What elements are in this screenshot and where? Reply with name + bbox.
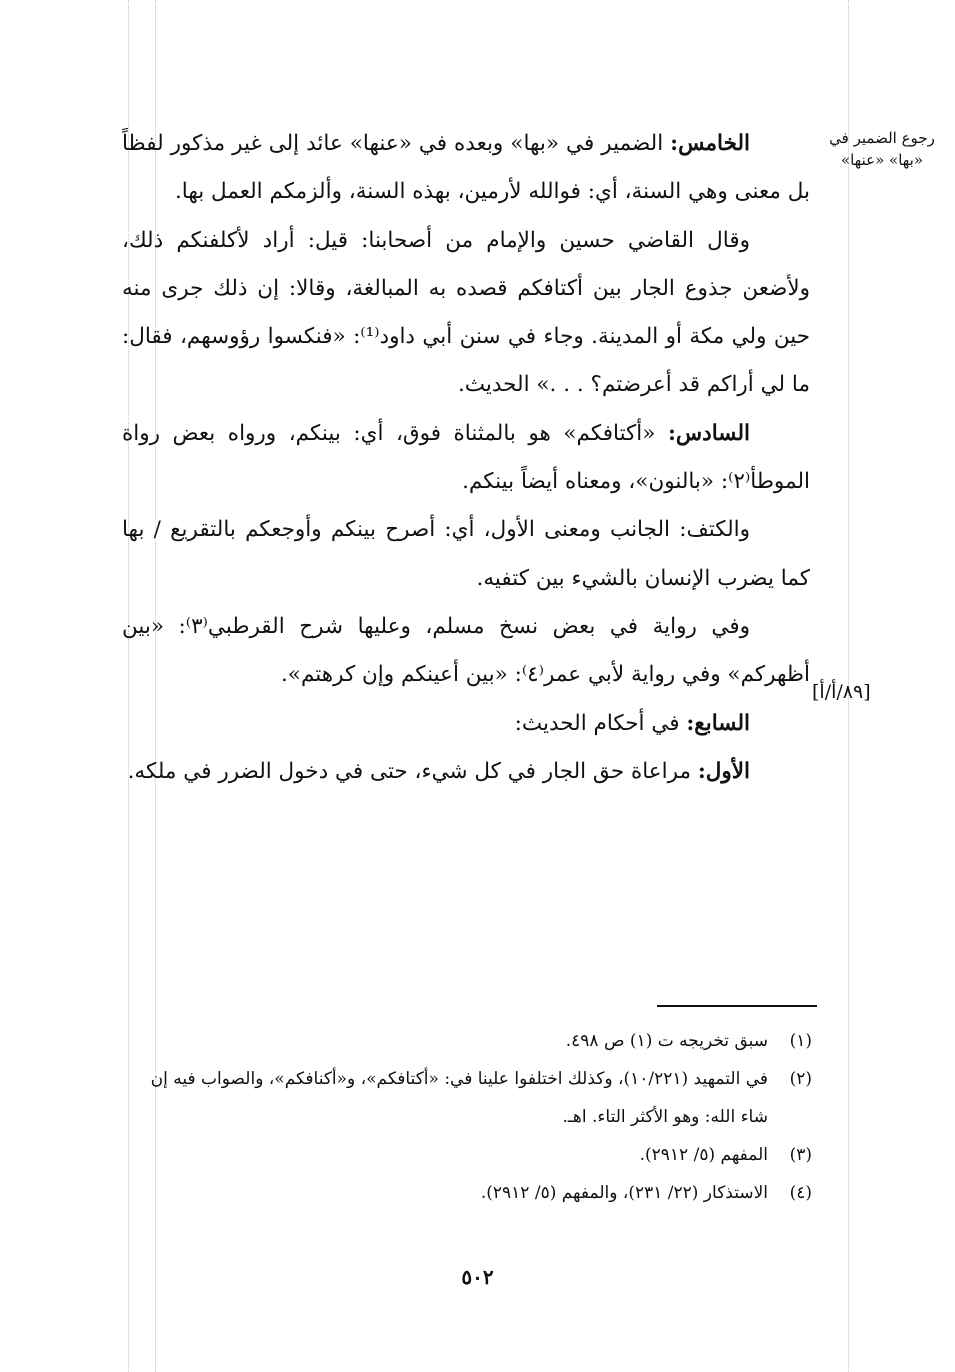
footnote-text: الاستذكار (٢٢/ ٢٣١)، والمفهم (٥/ ٢٩١٢).	[480, 1183, 768, 1203]
paragraph-heading: السادس:	[667, 420, 750, 446]
footnote	[122, 1022, 812, 1060]
footnote-number: (٤)	[789, 1183, 812, 1203]
footnote-number: (٢)	[789, 1069, 812, 1089]
footnote	[122, 1060, 812, 1136]
paragraph	[122, 603, 810, 700]
main-text	[122, 120, 810, 796]
paragraph-heading: السابع:	[686, 710, 750, 736]
page-number: ٥٠٢	[461, 1265, 494, 1289]
paragraph-text: وقال القاضي حسين والإمام من أصحابنا: قيل: أراد لأكلفنكم ذلك، ولأضعن جذوع الجار بين أكتافكم قصده به المبالغة، وقالا: إن ذلك جرى منه حين ولي مكة أو المدينة. وجاء في سنن أبي داود⁽¹⁾: «فنكسوا رؤوسهم، فقال: ما لي أراكم قد أعرضتم؟ . . .» الحديث.	[122, 227, 810, 398]
paragraph-text: الضمير في «بها» وبعده في «عنها» عائد إلى غير مذكور لفظاً بل معنى وهي السنة، أي: فوالله لأرمين، بهذه السنة، وألزمكم العمل بها.	[122, 131, 810, 205]
paragraph	[122, 120, 810, 217]
paragraph-text: والكتف: الجانب ومعنى الأول، أي: أصرح بينكم وأوجعكم بالتقريع / بها كما يضرب الإنسان بالشيء بين كتفيه.	[122, 517, 810, 591]
footnote-text: في التمهيد (١٠/٢٢١)، وكذلك اختلفوا علينا في: «أكتافكم»، و«أكنافكم»، والصواب فيه إن شاء الله: وهو الأكثر التاء. اهـ.	[150, 1069, 768, 1127]
paragraph	[122, 410, 810, 507]
paragraph	[122, 748, 810, 796]
folio-reference: [٨٩/أ/أ]	[812, 681, 871, 703]
paragraph-text: «أكتافكم» هو بالمثناة فوق، أي: بينكم، ورواه بعض رواة الموطأ⁽٢⁾: «بالنون»، ومعناه أيضاً بينكم.	[122, 420, 810, 495]
paragraph-heading: الخامس:	[670, 131, 750, 156]
margin-note: رجوع الضمير في «بها» «عنها»	[829, 129, 935, 169]
paragraph-text: وفي رواية في بعض نسخ مسلم، وعليها شرح القرطبي⁽٣⁾: «بين أظهركم» وفي رواية لأبي عمر⁽٤⁾: «بين أعينكم وإن كرهتم».	[122, 613, 810, 688]
paragraph-heading: الأول:	[697, 758, 750, 784]
footnotes	[122, 1022, 812, 1212]
paragraph	[122, 217, 810, 410]
paragraph-text: في أحكام الحديث:	[514, 710, 687, 736]
footnote-text: سبق تخريجه ت (١) ص ٤٩٨.	[565, 1031, 768, 1051]
paragraph	[122, 700, 810, 748]
footnote-number: (٣)	[789, 1145, 812, 1165]
footnote-number: (١)	[789, 1031, 812, 1051]
footnote	[122, 1136, 812, 1174]
paragraph	[122, 506, 810, 603]
footnote-separator	[657, 1005, 817, 1007]
footnote-text: المفهم (٥/ ٢٩١٢).	[639, 1145, 768, 1165]
paragraph-text: مراعاة حق الجار في كل شيء، حتى في دخول الضرر في ملكه.	[127, 758, 698, 784]
footnote	[122, 1174, 812, 1212]
